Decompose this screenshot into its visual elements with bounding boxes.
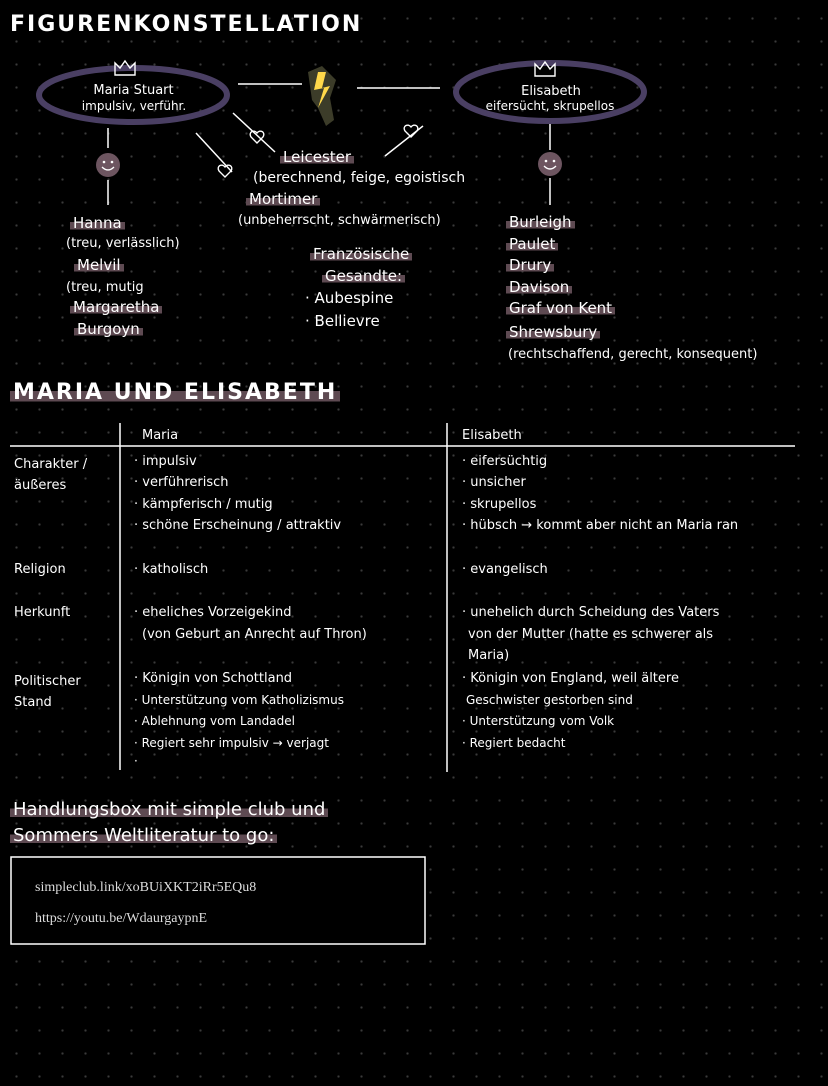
- smiley-icon: [538, 152, 562, 176]
- col-header-maria: Maria: [142, 428, 179, 443]
- ally-davison-name: Davison: [506, 278, 572, 296]
- row-label-politisch: Politischer Stand: [14, 674, 81, 710]
- mortimer-traits: (unbeherrscht, schwärmerisch): [238, 213, 441, 228]
- elisabeth-traits: eifersücht, skrupellos: [485, 99, 615, 113]
- franz-member-1: · Aubespine: [305, 289, 394, 307]
- maria-charakter-2: · verführerisch: [134, 475, 229, 490]
- franz-member-1-name: Aubespine: [314, 289, 394, 307]
- ally-shrewsbury: [506, 323, 600, 341]
- ally-hanna-name: Hanna: [70, 214, 125, 232]
- maria-politisch-4: · Regiert sehr impulsiv → verjagt: [134, 736, 329, 750]
- ally-davison: [506, 278, 572, 296]
- handlungsbox-title-1-label: Handlungsbox mit simple club und: [10, 799, 328, 820]
- elisabeth-politisch-4: · Regiert bedacht: [462, 736, 566, 750]
- ally-hanna-traits: (treu, verlässlich): [66, 236, 180, 251]
- elisabeth-politisch-2: Geschwister gestorben sind: [466, 693, 633, 707]
- franz-member-2: · Bellievre: [305, 312, 380, 330]
- elisabeth-charakter-1: · eifersüchtig: [462, 454, 548, 469]
- mortimer-name: [246, 190, 320, 208]
- maria-leicester-line: [233, 113, 275, 152]
- elisabeth-charakter-4: · hübsch → kommt aber nicht an Maria ran: [462, 518, 739, 533]
- lightning-icon: [308, 66, 336, 126]
- maria-traits: impulsiv, verführ.: [81, 99, 187, 113]
- link-box: [11, 857, 425, 944]
- ally-melvil: [74, 256, 124, 274]
- maria-politisch-2: · Unterstützung vom Katholizismus: [134, 693, 344, 707]
- leicester-label: Leicester: [280, 148, 354, 166]
- ally-melvil-traits: (treu, mutig: [66, 280, 144, 295]
- elisabeth-religion-1: · evangelisch: [462, 562, 548, 577]
- ally-margaretha-name: Margaretha: [70, 298, 162, 316]
- link-youtube[interactable]: https://youtu.be/WdaurgaypnE: [35, 911, 207, 926]
- maria-politisch-5: ·: [134, 754, 138, 768]
- ally-burgoyn: [74, 320, 143, 338]
- ally-burleigh: [506, 213, 575, 231]
- ally-shrewsbury-name: Shrewsbury: [506, 323, 600, 341]
- ally-burleigh-name: Burleigh: [506, 213, 575, 231]
- maria-religion-1: · katholisch: [134, 562, 209, 577]
- ally-paulet: [506, 235, 558, 253]
- handlungsbox-title-2-label: Sommers Weltliteratur to go:: [10, 825, 277, 846]
- franz-member-2-name: Bellievre: [314, 312, 380, 330]
- maria-charakter-3: · kämpferisch / mutig: [134, 497, 273, 512]
- smiley-icon: [96, 153, 120, 177]
- ally-drury: [506, 256, 554, 274]
- ally-drury-name: Drury: [506, 256, 554, 274]
- ally-kent: [506, 299, 615, 317]
- row-label-herkunft: Herkunft: [14, 605, 71, 620]
- handlungsbox-title-1: [10, 799, 328, 820]
- ally-margaretha: [70, 298, 162, 316]
- mortimer-label: Mortimer: [246, 190, 320, 208]
- link-simpleclub[interactable]: simpleclub.link/xoBUiXKT2iRr5EQu8: [35, 880, 257, 895]
- ally-melvil-name: Melvil: [74, 256, 124, 274]
- maria-herkunft-2: (von Geburt an Anrecht auf Thron): [142, 627, 367, 642]
- elisabeth-herkunft-1: · unehelich durch Scheidung des Vaters: [462, 605, 720, 620]
- leicester-name: [280, 148, 354, 166]
- elisabeth-herkunft-3: Maria): [468, 648, 510, 663]
- row-label-religion: Religion: [14, 562, 66, 577]
- elisabeth-politisch-3: · Unterstützung vom Volk: [462, 714, 615, 728]
- franz-title-2: [322, 267, 405, 285]
- elisabeth-charakter-2: · unsicher: [462, 475, 526, 490]
- franz-title-1: [310, 245, 412, 263]
- elisabeth-herkunft-2: von der Mutter (hatte es schwerer als: [468, 627, 714, 642]
- maria-politisch-3: · Ablehnung vom Landadel: [134, 714, 295, 728]
- maria-charakter-4: · schöne Erscheinung / attraktiv: [134, 518, 342, 533]
- handlungsbox-title-2: [10, 825, 277, 846]
- elisabeth-name: Elisabeth: [521, 84, 581, 99]
- ally-paulet-name: Paulet: [506, 235, 558, 253]
- row-label-charakter: Charakter / äußeres: [14, 457, 88, 493]
- ally-burgoyn-name: Burgoyn: [74, 320, 143, 338]
- figuren-title: FIGURENKONSTELLATION: [10, 12, 363, 37]
- ally-kent-name: Graf von Kent: [506, 299, 615, 317]
- ally-hanna: [70, 214, 125, 232]
- franz-title-1-label: Französische: [310, 245, 412, 263]
- vergleich-title: [10, 380, 340, 405]
- leicester-traits: (berechnend, feige, egoistisch: [253, 170, 466, 186]
- franz-title-2-label: Gesandte:: [322, 267, 405, 285]
- maria-charakter-1: · impulsiv: [134, 454, 197, 469]
- col-header-elisabeth: Elisabeth: [462, 428, 522, 443]
- maria-herkunft-1: · eheliches Vorzeigekind: [134, 605, 292, 620]
- maria-politisch-1: · Königin von Schottland: [134, 671, 293, 686]
- vergleich-title-label: MARIA UND ELISABETH: [10, 380, 340, 405]
- maria-name: Maria Stuart: [93, 83, 174, 98]
- elisabeth-charakter-3: · skrupellos: [462, 497, 537, 512]
- shrewsbury-traits: (rechtschaffend, gerecht, konsequent): [508, 347, 758, 362]
- elisabeth-politisch-1: · Königin von England, weil ältere: [462, 671, 679, 686]
